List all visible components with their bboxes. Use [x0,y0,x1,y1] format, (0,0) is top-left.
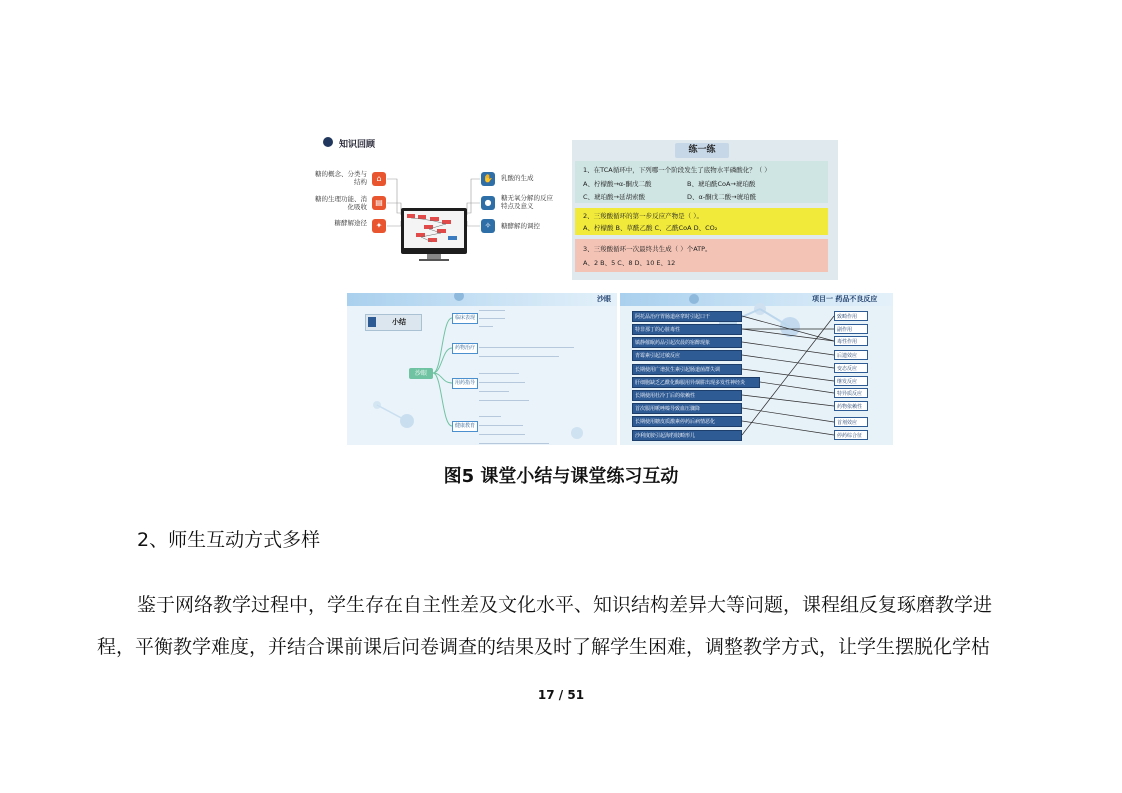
idea-icon: ✧ [481,219,495,233]
section-heading: 2、师生互动方式多样 [137,529,321,551]
adr-type-item: 首剂效应 [834,417,868,427]
mindmap-leaf [479,418,523,426]
practice-title: 练一练 [675,143,729,158]
review-item-right: 乳酸的生成 [501,174,534,182]
option-text: A、柠檬酸→α-酮戊二酸 [583,180,652,188]
hand-icon: ✋ [481,172,495,186]
mindmap-leaf [479,375,525,383]
adr-type-item: 特异质反应 [834,388,868,398]
mindmap-leaf [479,427,525,435]
mindmap-branch: 药物治疗 [452,343,478,354]
lightbulb-icon: ✦ [372,219,386,233]
adr-type-item: 变态反应 [834,363,868,373]
adr-case-item: 特非那丁的心脏毒性 [632,324,742,335]
option-text: C、琥珀酸→延胡索酸 [583,193,645,201]
adr-case-item: 首次服用哌唑嗪导致血压骤降 [632,403,742,414]
adr-type-item: 停药综合征 [834,430,868,440]
user-icon: ● [481,196,495,210]
adr-case-item: 长期使用杜冷丁后的依赖性 [632,390,742,401]
question-text: 1、在TCA循环中，下列哪一个阶段发生了底物水平磷酸化？（ ） [583,166,771,174]
review-title: 知识回顾 [339,140,376,150]
mindmap-branch: 健康教育 [452,421,478,432]
review-item-left: 糖酵解途径 [334,219,367,227]
review-item-left: 糖的生理功能、消化吸收 [315,195,367,211]
adr-type-item: 致畸作用 [834,311,868,321]
mindmap-leaf [479,319,493,327]
mindmap-leaf [479,303,505,311]
adr-type-item: 药物依赖性 [834,401,868,411]
question-2 [575,208,828,235]
review-item-right: 糖酵解的调控 [501,222,540,230]
adr-type-item: 副作用 [834,324,868,334]
question-text: 3、三羧酸循环一次最终共生成（ ）个ATP。 [583,245,712,253]
adr-type-item: 继发反应 [834,376,868,386]
document-icon: ▤ [372,196,386,210]
mindmap-leaf [479,311,505,319]
corner-tag: 沙眼 [597,295,611,303]
review-item-right: 糖无氧分解的反应特点及意义 [501,194,553,210]
adr-type-item: 后遗效应 [834,350,868,360]
mindmap-leaf [479,349,559,357]
adr-case-item: 青霉素引起过敏反应 [632,350,742,361]
adverse-reaction-panel [620,293,893,445]
home-icon: ⌂ [372,172,386,186]
mindmap-center: 沙眼 [409,368,433,379]
paragraph-line: 程，平衡教学难度，并结合课前课后问卷调查的结果及时了解学生困难，调整教学方式，让学生摆脱化学枯 [97,636,991,658]
summary-panel [347,293,617,445]
knowledge-review-panel [309,125,568,283]
adr-case-item: 长期使用广谱抗生素引起肠道菌群失调 [632,364,742,375]
option-text: B、琥珀酰CoA→琥珀酸 [687,180,756,188]
mindmap-leaf [479,393,529,401]
mindmap-leaf [479,340,574,348]
figure-caption: 图5 课堂小结与课堂练习互动 [443,466,679,487]
adr-type-item: 毒性作用 [834,336,868,346]
summary-title: 小结 [392,318,406,326]
monitor-base [419,259,449,261]
option-text: A、柠檬酸 B、草酰乙酸 C、乙酰CoA D、CO₂ [583,224,718,232]
adr-case-item: 镇静催眠药品引起次晨的宿醉现象 [632,337,742,348]
matching-lines [620,293,893,445]
question-3 [575,239,828,272]
page-number: 17 / 51 [537,688,585,702]
question-text: 2、三羧酸循环的第一步反应产物是（ ）。 [583,212,703,220]
adr-case-item: 长期使用糖皮质激素停药后病情恶化 [632,416,742,427]
paragraph-line: 鉴于网络教学过程中，学生存在自主性差及文化水平、知识结构差异大等问题，课程组反复琢磨教学进 [137,594,993,616]
question-1 [575,161,828,203]
adr-case-item: 肝细胞缺乏乙酰化酶服用异烟肼出现多发性神经炎 [632,377,760,388]
option-text: D、α-酮戊二酸→琥珀酰 [687,193,757,201]
mindmap-leaf [479,384,509,392]
option-text: A、2 B、5 C、8 D、10 E、12 [583,259,676,267]
adr-title: 项目一 药品不良反应 [812,295,878,303]
adr-case-item: 沙利度胺引起海豹肢畸形儿 [632,430,742,441]
glycolysis-pathway-diagram [404,211,464,248]
mindmap-branch: 用药指导 [452,378,478,389]
practice-panel [572,140,838,280]
mindmap-leaf [479,366,519,374]
adr-case-item: 阿托品治疗胃肠道痉挛时引起口干 [632,311,742,322]
review-item-left: 糖的概念、分类与结构 [315,170,367,186]
mindmap-leaf [479,436,549,444]
mindmap-leaf [479,409,501,417]
mindmap-branch: 临床表现 [452,313,478,324]
